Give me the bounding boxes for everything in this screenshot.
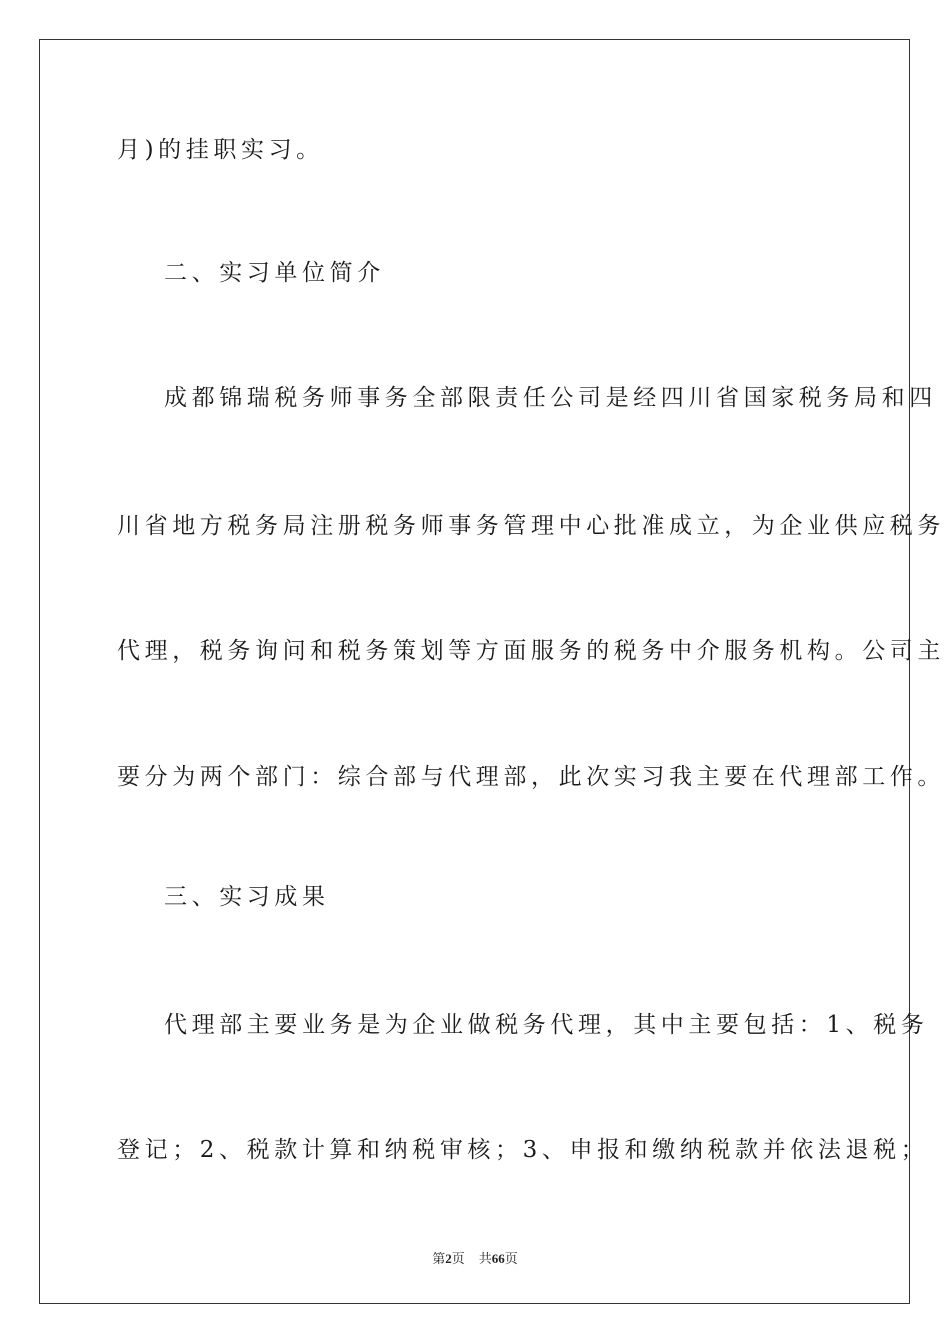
section-heading-results: 三、实习成果: [164, 884, 330, 910]
page-prefix: 第: [432, 1251, 446, 1266]
total-pages: 66: [491, 1251, 505, 1266]
page-suffix: 页: [451, 1251, 465, 1266]
paragraph-line-4: 要分为两个部门：综合部与代理部，此次实习我主要在代理部工作。: [117, 764, 945, 790]
page-number: 2: [445, 1251, 452, 1266]
page-footer: [0, 1248, 950, 1267]
paragraph-line-1: 成都锦瑞税务师事务全部限责任公司是经四川省国家税务局和四: [164, 385, 937, 411]
paragraph-line-3: 代理，税务询问和税务策划等方面服务的税务中介服务机构。公司主: [117, 638, 945, 664]
page-border: [39, 39, 910, 1304]
paragraph-line-2: 川省地方税务局注册税务师事务管理中心批准成立，为企业供应税务: [117, 513, 945, 539]
paragraph-line-6: 登记；2、税款计算和纳税审核；3、申报和缴纳税款并依法退税；: [117, 1137, 929, 1163]
total-prefix: 共: [478, 1251, 492, 1266]
section-heading-unit-intro: 二、实习单位简介: [164, 260, 385, 286]
paragraph-line-5: 代理部主要业务是为企业做税务代理，其中主要包括：1、税务: [164, 1012, 929, 1038]
total-suffix: 页: [504, 1251, 518, 1266]
text-line-1: 月)的挂职实习。: [117, 137, 324, 163]
